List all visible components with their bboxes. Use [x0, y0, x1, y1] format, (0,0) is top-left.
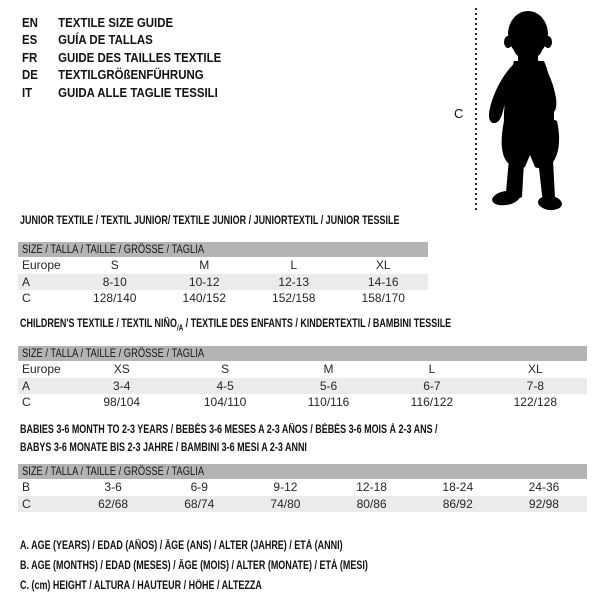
table-row — [18, 274, 428, 291]
table-cell: XL — [375, 258, 391, 273]
title-line-1: BABIES 3-6 MONTH TO 2-3 YEARS / BEBÉS 3-6 MESES A 2-3 AÑOS / BÉBÉS 3-6 MOIS À 2-3 ANS / — [20, 424, 438, 436]
table-row — [18, 496, 587, 513]
table-row — [18, 378, 587, 395]
size-header-label: SIZE / TALLA / TAILLE / GRÖSSE / TAGLIA — [22, 464, 205, 478]
language-code: IT — [22, 84, 33, 100]
language-label: GUÍA DE TALLAS — [58, 32, 153, 48]
table-row — [18, 257, 428, 274]
table-cell: 9-12 — [273, 480, 298, 495]
table-cell: 122/128 — [513, 395, 558, 410]
row-label: Europe — [22, 362, 61, 377]
row-label: C — [22, 291, 31, 306]
table-cell: 110/116 — [307, 395, 350, 410]
language-code: FR — [22, 49, 38, 65]
table-cell: 24-36 — [528, 480, 560, 495]
size-header-bar — [18, 242, 428, 257]
title-subscript: /A — [176, 323, 184, 333]
row-label: C — [22, 395, 31, 410]
table-rows — [18, 257, 428, 307]
table-cell: 68/74 — [184, 496, 215, 511]
language-row-fr — [22, 50, 221, 67]
children-textile-title — [20, 318, 573, 332]
table-cell: 74/80 — [270, 496, 301, 511]
table-cell: 8-10 — [102, 274, 127, 289]
table-cell: 140/152 — [182, 291, 226, 306]
table-cell: 92/98 — [528, 496, 559, 511]
language-row-de — [22, 67, 221, 84]
table-cell: 5-6 — [319, 378, 338, 393]
footnote-a: A. AGE (YEARS) / EDAD (AÑOS) / ÂGE (ANS) / ALTER (JAHRE) / ETÀ (ANNI) — [20, 540, 343, 552]
table-cell: 6-7 — [423, 378, 441, 393]
language-code: DE — [22, 67, 38, 83]
title-text: CHILDREN'S TEXTILE / TEXTIL NIÑO — [20, 318, 177, 330]
toddler-silhouette-icon — [484, 9, 580, 211]
table-cell: M — [199, 258, 210, 273]
row-label: C — [22, 496, 31, 511]
table-rows — [18, 361, 587, 411]
size-header-label: SIZE / TALLA / TAILLE / GRÖSSE / TAGLIA — [22, 242, 205, 256]
language-label: GUIDA ALLE TAGLIE TESSILI — [58, 84, 218, 100]
footnotes — [20, 536, 466, 596]
table-cell: 3-4 — [113, 378, 131, 393]
junior-textile-title: JUNIOR TEXTILE / TEXTIL JUNIOR/ TEXTILE JUNIOR / JUNIORTEXTIL / JUNIOR TESSILE — [20, 215, 400, 227]
junior-textile-table — [18, 242, 428, 307]
table-cell: 98/104 — [103, 395, 141, 410]
table-cell: XL — [527, 362, 543, 377]
language-row-it — [22, 85, 221, 102]
title-text: / TEXTILE DES ENFANTS / KINDERTEXTIL / BAMBINI TESSILE — [183, 318, 452, 330]
height-dotted-line — [475, 8, 477, 210]
size-header-bar — [18, 346, 587, 361]
row-label: B — [22, 480, 31, 495]
table-cell: 158/170 — [361, 291, 405, 306]
language-label: GUIDE DES TAILLES TEXTILE — [58, 49, 222, 65]
table-cell: 12-18 — [356, 480, 387, 495]
table-cell: 152/158 — [272, 291, 316, 306]
table-cell: 128/140 — [93, 291, 137, 306]
table-cell: 18-24 — [442, 480, 474, 495]
table-rows — [18, 479, 587, 512]
table-cell: 104/110 — [203, 395, 247, 410]
language-code: ES — [22, 32, 38, 48]
table-cell: 4-5 — [216, 378, 234, 393]
table-cell: 3-6 — [104, 480, 122, 495]
table-cell: S — [110, 258, 119, 273]
footnote-c: C. (cm) HEIGHT / ALTURA / HAUTEUR / HÖHE / ALTEZZA — [20, 580, 262, 592]
table-cell: XS — [113, 362, 130, 377]
table-row — [18, 290, 428, 307]
table-cell: 116/122 — [410, 395, 454, 410]
footnote-b: B. AGE (MONTHS) / EDAD (MESES) / ÂGE (MOIS) / ALTER (MONATE) / ETÀ (MESI) — [20, 560, 368, 572]
size-header-label: SIZE / TALLA / TAILLE / GRÖSSE / TAGLIA — [22, 346, 205, 360]
table-cell: 6-9 — [190, 480, 208, 495]
table-cell: 62/68 — [98, 496, 129, 511]
language-code: EN — [22, 15, 38, 30]
language-row-es — [22, 32, 221, 49]
row-label: A — [22, 378, 31, 393]
table-row — [18, 479, 587, 496]
table-cell: 12-13 — [278, 274, 310, 289]
babies-textile-title — [20, 422, 555, 457]
table-cell: 86/92 — [442, 496, 473, 511]
language-label: TEXTILGRÖßENFÜHRUNG — [58, 67, 204, 83]
children-textile-table — [18, 346, 587, 411]
row-label: Europe — [22, 258, 61, 273]
height-marker-label: C — [454, 106, 464, 121]
table-cell: 14-16 — [367, 274, 399, 289]
table-cell: 80/86 — [356, 496, 387, 511]
table-cell: L — [290, 258, 298, 273]
title-line-2: BABYS 3-6 MONATE BIS 2-3 JAHRE / BAMBINI 3-6 MESI A 2-3 ANNI — [20, 441, 307, 454]
table-cell: M — [323, 362, 334, 377]
size-header-bar — [18, 464, 587, 479]
row-label: A — [22, 274, 31, 289]
language-label: TEXTILE SIZE GUIDE — [58, 15, 174, 30]
table-cell: L — [428, 362, 436, 377]
table-cell: 7-8 — [526, 378, 544, 393]
table-row — [18, 361, 587, 378]
table-cell: 10-12 — [188, 274, 220, 289]
language-row-en — [22, 15, 221, 32]
table-cell: S — [221, 362, 230, 377]
table-row — [18, 394, 587, 411]
babies-textile-table — [18, 464, 587, 512]
language-list — [22, 15, 248, 102]
